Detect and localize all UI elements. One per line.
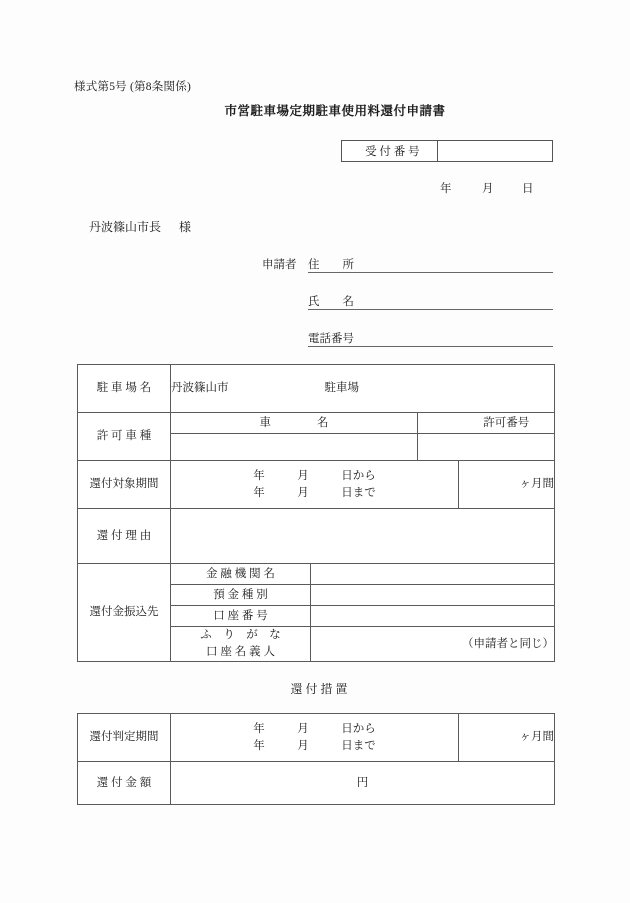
vehicle-number-input[interactable] [418, 434, 459, 461]
vehicle-number-header-pad [418, 413, 459, 434]
bank-institution-label: 金 融 機 関 名 [171, 564, 311, 585]
decision-from-year: 年 [253, 722, 265, 735]
page-title: 市営駐車場定期駐車使用料還付申請書 [224, 104, 446, 118]
addressee-name: 丹波篠山市長 [89, 220, 162, 234]
decision-from-month: 月 [297, 722, 309, 735]
bank-account-holder-label [171, 627, 311, 662]
decision-period-dates[interactable] [171, 714, 459, 762]
table-row-vehicle-header [78, 413, 555, 434]
refund-period-from [171, 468, 458, 485]
refund-amount-currency: 円 [356, 776, 369, 789]
addressee-honorific: 様 [179, 220, 192, 234]
refund-measures-table [77, 713, 555, 805]
refund-to-day: 日まで [341, 486, 376, 499]
date-month-label: 月 [482, 183, 494, 195]
receipt-number-label: 受 付 番 号 [342, 141, 438, 161]
table-row-bank-institution [78, 564, 555, 585]
bank-account-holder-input[interactable] [311, 627, 555, 662]
bank-account-type-label: 預 金 種 別 [171, 585, 311, 606]
decision-from-day: 日から [341, 722, 376, 735]
decision-period-label: 還付判定期間 [78, 714, 171, 762]
parking-lot-label: 駐 車 場 名 [78, 365, 171, 413]
refund-reason-input[interactable] [171, 509, 555, 564]
vehicle-type-label: 許 可 車 種 [78, 413, 171, 461]
bank-account-number-input[interactable] [311, 606, 555, 627]
vehicle-permit-input[interactable] [459, 434, 555, 461]
decision-period-from [171, 721, 458, 738]
date-day-label: 日 [522, 183, 534, 195]
applicant-name-row [308, 293, 553, 310]
refund-to-month: 月 [297, 486, 309, 499]
date-year-label: 年 [440, 183, 452, 195]
bank-section-label: 還付金振込先 [78, 564, 171, 662]
decision-to-month: 月 [297, 739, 309, 752]
receipt-number-box [341, 140, 553, 162]
table-row-refund-amount [78, 762, 555, 805]
bank-institution-input[interactable] [311, 564, 555, 585]
applicant-phone-row [308, 330, 553, 347]
decision-period-to [171, 738, 458, 755]
refund-period-label: 還付対象期間 [78, 461, 171, 509]
bank-furigana-label: ふ り が な [200, 629, 281, 642]
vehicle-name-header: 車 名 [171, 413, 418, 434]
bank-same-as-applicant-note: （申請者と同じ） [462, 637, 554, 650]
application-details-table [77, 364, 555, 662]
vehicle-name-input[interactable] [171, 434, 418, 461]
refund-to-year: 年 [253, 486, 265, 499]
applicant-label: 申請者 [262, 259, 297, 271]
bank-account-number-label: 口 座 番 号 [171, 606, 311, 627]
refund-period-duration[interactable] [459, 461, 555, 509]
table-row-refund-period [78, 461, 555, 509]
parking-lot-value-cell[interactable] [171, 365, 555, 413]
applicant-phone-label: 電話番号 [308, 333, 354, 345]
bank-holder-name-label: 口 座 名 義 人 [206, 646, 275, 658]
addressee [89, 218, 191, 235]
refund-period-to [171, 485, 458, 502]
bank-account-type-input[interactable] [311, 585, 555, 606]
table-row-parking-lot [78, 365, 555, 413]
decision-to-year: 年 [253, 739, 265, 752]
table-row-decision-period [78, 714, 555, 762]
refund-from-year: 年 [253, 469, 265, 482]
form-code: 様式第5号 (第8条関係) [74, 81, 192, 93]
refund-amount-label: 還 付 金 額 [78, 762, 171, 805]
table-row-refund-reason [78, 509, 555, 564]
refund-reason-label: 還 付 理 由 [78, 509, 171, 564]
refund-period-dates[interactable] [171, 461, 459, 509]
refund-from-day: 日から [341, 469, 376, 482]
decision-duration-unit: ヶ月間 [519, 731, 554, 744]
date-line [440, 180, 534, 196]
refund-from-month: 月 [297, 469, 309, 482]
refund-duration-unit: ヶ月間 [519, 478, 554, 491]
applicant-address-row [308, 256, 553, 273]
decision-to-day: 日まで [341, 739, 376, 752]
applicant-name-label: 氏 名 [308, 296, 354, 308]
refund-amount-input[interactable] [171, 762, 555, 805]
parking-lot-city: 丹波篠山市 [171, 382, 229, 395]
decision-period-duration[interactable] [459, 714, 555, 762]
receipt-number-input[interactable] [438, 141, 552, 161]
vehicle-permit-header: 許可番号 [459, 413, 555, 434]
applicant-address-label: 住 所 [308, 259, 354, 271]
section-heading-refund-measures: 還 付 措 置 [290, 682, 348, 696]
parking-lot-suffix: 駐車場 [324, 382, 359, 395]
